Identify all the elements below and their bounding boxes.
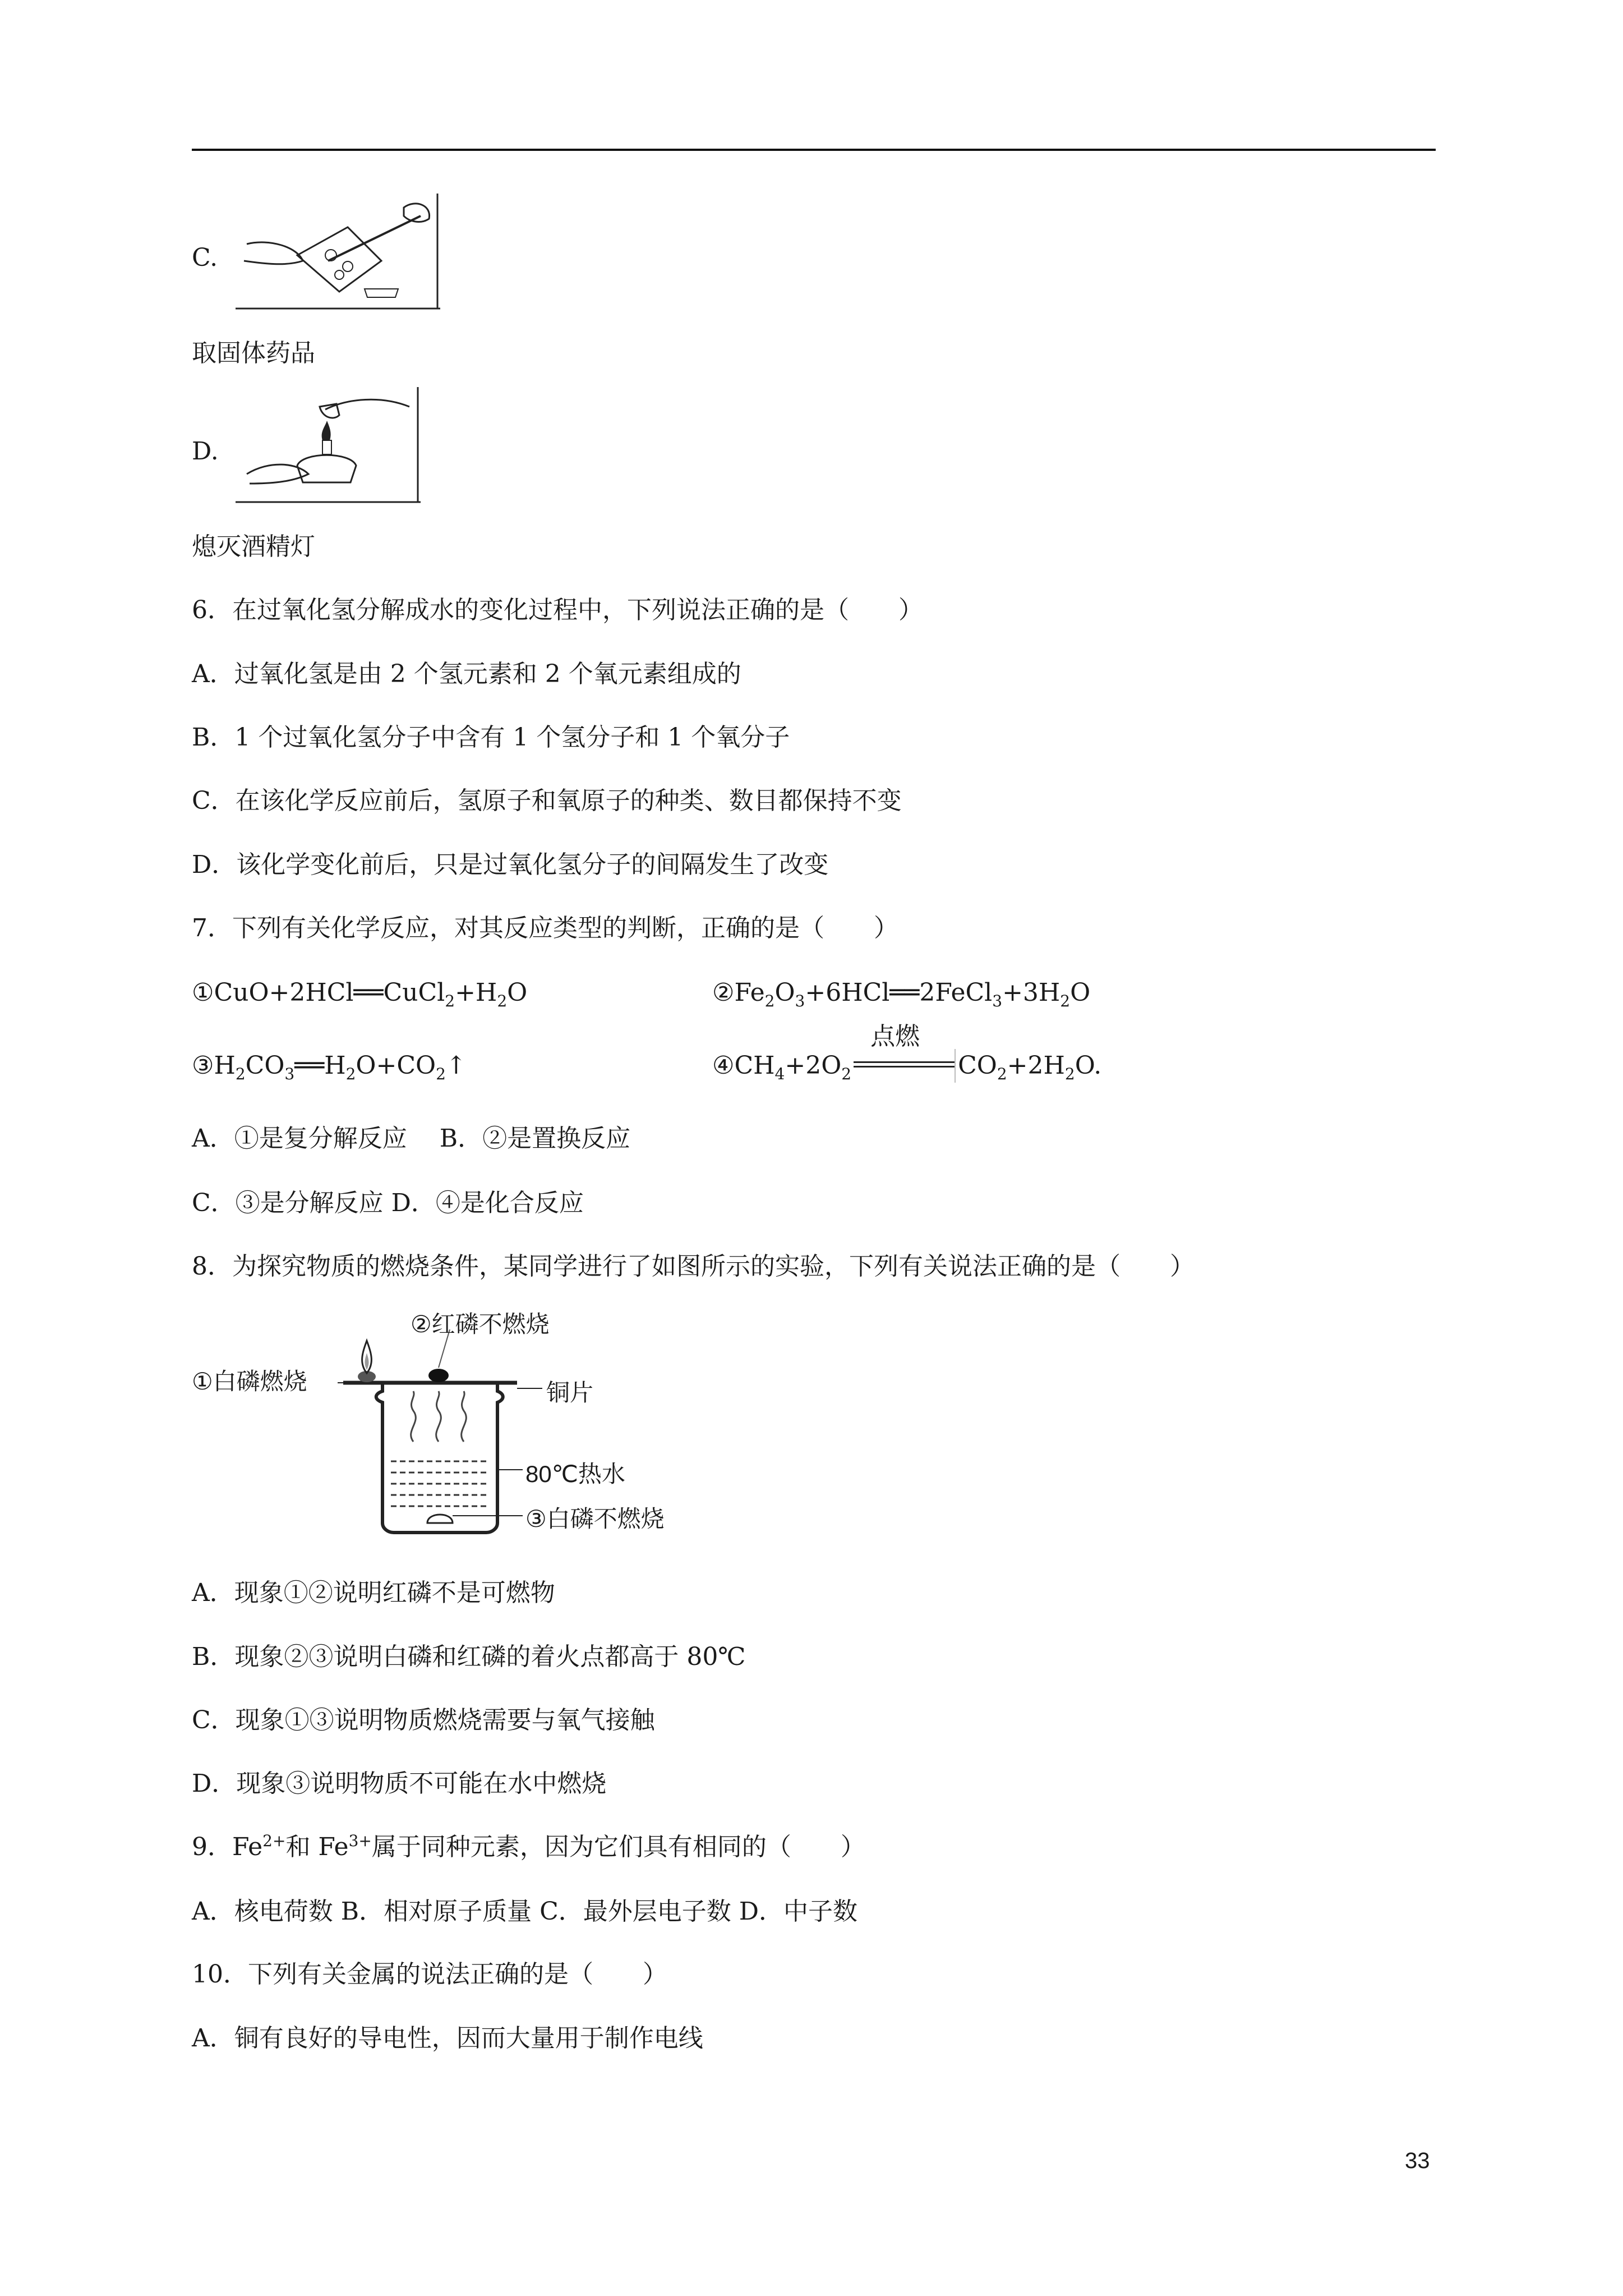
- q7-equation-1: $①CuO+2HCl══CuCl_2+H_2O$: [192, 978, 528, 1010]
- q7-options-ab: A．①是复分解反应 B．②是置换反应: [192, 1124, 631, 1153]
- q10-stem: 10．下列有关金属的说法正确的是（ ）: [192, 1960, 667, 1989]
- q7-options-cd: C．③是分解反应 D．④是化合反应: [192, 1189, 584, 1217]
- q6-option-d: D．该化学变化前后，只是过氧化氢分子的间隔发生了改变: [192, 850, 829, 879]
- header-rule: [192, 149, 1436, 151]
- q7-equation-3: $③H_2CO_3══H_2O+CO_2↑$: [192, 1051, 467, 1083]
- q8-option-c: C．现象①③说明物质燃烧需要与氧气接触: [192, 1706, 655, 1734]
- combustion-experiment-figure: [192, 1307, 680, 1543]
- solid-reagent-figure: [236, 194, 440, 311]
- option-c-label: C.: [192, 243, 218, 272]
- q9-options: A．核电荷数 B．相对原子质量 C．最外层电子数 D．中子数: [192, 1897, 858, 1926]
- label-red-p-not-burning: ②红磷不燃烧: [411, 1311, 550, 1337]
- q6-stem: 6．在过氧化氢分解成水的变化过程中，下列说法正确的是（ ）: [192, 596, 923, 624]
- q6-option-a: A．过氧化氢是由 2 个氢元素和 2 个氧元素组成的: [192, 660, 741, 688]
- label-hot-water: 80℃热水: [525, 1461, 625, 1487]
- q8-option-b: B．现象②③说明白磷和红磷的着火点都高于 80℃: [192, 1642, 746, 1671]
- label-white-p-burning: ①白磷燃烧: [192, 1368, 307, 1395]
- reaction-condition: 点燃: [854, 1049, 956, 1083]
- option-d-label: D.: [192, 437, 219, 466]
- q7-equation-4: $④CH_4+2O_2$ 点燃 $CO_2+2H_2O$.: [712, 1023, 1102, 1083]
- option-d-caption: 熄灭酒精灯: [192, 532, 315, 561]
- q8-option-d: D．现象③说明物质不可能在水中燃烧: [192, 1769, 607, 1798]
- q6-option-b: B．1 个过氧化氢分子中含有 1 个氢分子和 1 个氧分子: [192, 723, 790, 752]
- q8-option-a: A．现象①②说明红磷不是可燃物: [192, 1579, 555, 1607]
- option-c-caption: 取固体药品: [192, 339, 315, 367]
- q7-stem: 7．下列有关化学反应，对其反应类型的判断，正确的是（ ）: [192, 914, 898, 942]
- page-number: 33: [1405, 2148, 1430, 2173]
- q10-option-a: A．铜有良好的导电性，因而大量用于制作电线: [192, 2024, 703, 2053]
- extinguish-lamp-figure: [236, 387, 421, 505]
- q7-equation-2: $②Fe_2O_3+6HCl══2FeCl_3+3H_2O$: [712, 978, 1091, 1010]
- q8-stem: 8．为探究物质的燃烧条件，某同学进行了如图所示的实验，下列有关说法正确的是（ ）: [192, 1252, 1195, 1281]
- label-copper-plate: 铜片: [546, 1379, 594, 1406]
- q6-option-c: C．在该化学反应前后，氢原子和氧原子的种类、数目都保持不变: [192, 786, 902, 815]
- label-white-p-in-water: ③白磷不燃烧: [525, 1506, 665, 1532]
- q9-stem: 9．$Fe^{2+}$和 $Fe^{3+}$属于同种元素，因为它们具有相同的（ ）: [192, 1832, 865, 1861]
